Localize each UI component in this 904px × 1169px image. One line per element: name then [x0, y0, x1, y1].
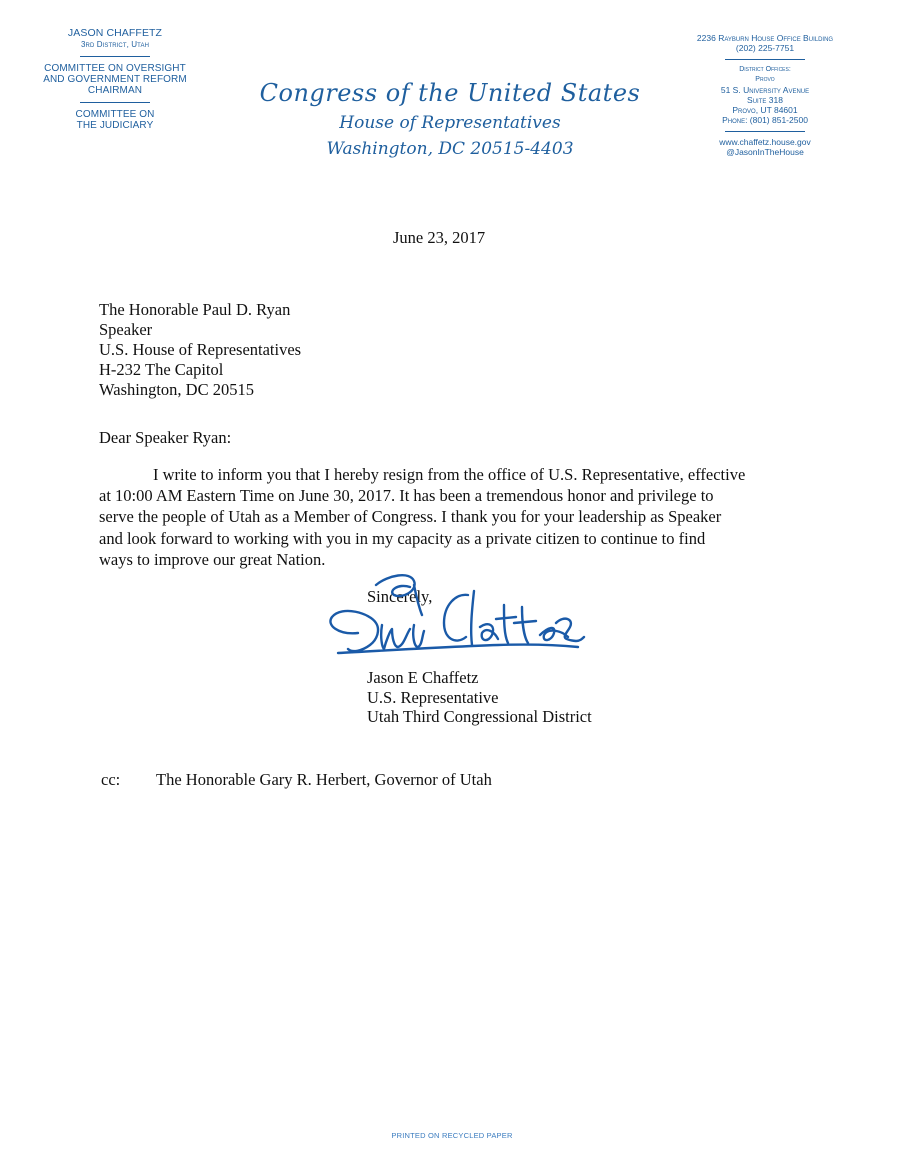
committee-oversight-line1: COMMITTEE ON OVERSIGHT	[44, 63, 186, 74]
body-line: ways to improve our great Nation.	[99, 549, 326, 569]
handwritten-signature	[318, 565, 588, 675]
district-office-city: Provo	[755, 76, 775, 83]
signatory-district: Utah Third Congressional District	[367, 707, 592, 726]
body-line: at 10:00 AM Eastern Time on June 30, 2017. It has been a tremendous honor and privilege to	[99, 486, 714, 506]
signatory-name: Jason E Chaffetz	[367, 668, 479, 687]
recipient-line: H-232 The Capitol	[99, 360, 224, 379]
committee-oversight	[40, 63, 190, 96]
committee-judiciary-line2: THE JUDICIARY	[76, 120, 154, 131]
member-name: JASON CHAFFETZ	[67, 27, 163, 39]
body-line: and look forward to working with you in my capacity as a private citizen to continue to find	[99, 528, 706, 548]
body-line	[99, 464, 745, 485]
salutation: Dear Speaker Ryan:	[99, 428, 232, 447]
recipient-line: Speaker	[99, 320, 153, 339]
district-office-suite: Suite 318	[747, 95, 783, 105]
committee-judiciary-line1: COMMITTEE ON	[75, 109, 155, 120]
recipient-address	[99, 300, 301, 400]
letterhead-left	[40, 28, 190, 131]
left-divider-2	[80, 102, 150, 103]
district-office-street: 51 S. University Avenue	[720, 85, 810, 95]
right-divider-1	[725, 59, 805, 60]
committee-judiciary	[40, 109, 190, 131]
body-line: serve the people of Utah as a Member of Congress. I thank you for your leadership as Speaker	[99, 507, 722, 527]
letterhead-title: Congress of the United States	[259, 79, 641, 107]
recipient-line: U.S. House of Representatives	[99, 340, 302, 359]
letterhead-center	[230, 78, 670, 160]
closing: Sincerely,	[367, 587, 433, 606]
body-paragraph	[99, 464, 745, 570]
letter-date: June 23, 2017	[393, 228, 486, 247]
signatory-title: U.S. Representative	[367, 687, 499, 707]
dc-office-address: 2236 Rayburn House Office Building	[696, 33, 834, 43]
letterhead-location: Washington, DC 20515-4403	[326, 139, 574, 159]
dc-office-phone: (202) 225-7751	[735, 43, 795, 53]
letterhead-right	[680, 33, 850, 157]
district-offices-label: District Offices:	[739, 66, 791, 73]
recipient-line: Washington, DC 20515	[99, 380, 254, 399]
twitter-handle[interactable]: @JasonInTheHouse	[726, 147, 804, 157]
cc-label: cc:	[101, 770, 121, 789]
committee-oversight-line2: AND GOVERNMENT REFORM	[43, 74, 187, 85]
right-divider-2	[725, 131, 805, 132]
letterhead-subtitle: House of Representatives	[339, 113, 561, 133]
committee-oversight-line3: CHAIRMAN	[87, 85, 143, 96]
left-divider-1	[80, 56, 150, 57]
cc-recipient: The Honorable Gary R. Herbert, Governor of Utah	[156, 770, 492, 789]
district-office-city-state-zip: Provo, UT 84601	[732, 105, 798, 115]
website-link[interactable]: www.chaffetz.house.gov	[719, 137, 811, 147]
recycled-paper-footer: PRINTED ON RECYCLED PAPER	[391, 1131, 513, 1140]
recipient-line: The Honorable Paul D. Ryan	[99, 300, 291, 319]
member-district: 3rd District, Utah	[80, 40, 150, 49]
signature-block	[367, 668, 592, 727]
body-line-text: I write to inform you that I hereby resign from the office of U.S. Representative, effective	[153, 465, 746, 484]
district-office-phone: Phone: (801) 851-2500	[722, 115, 808, 125]
